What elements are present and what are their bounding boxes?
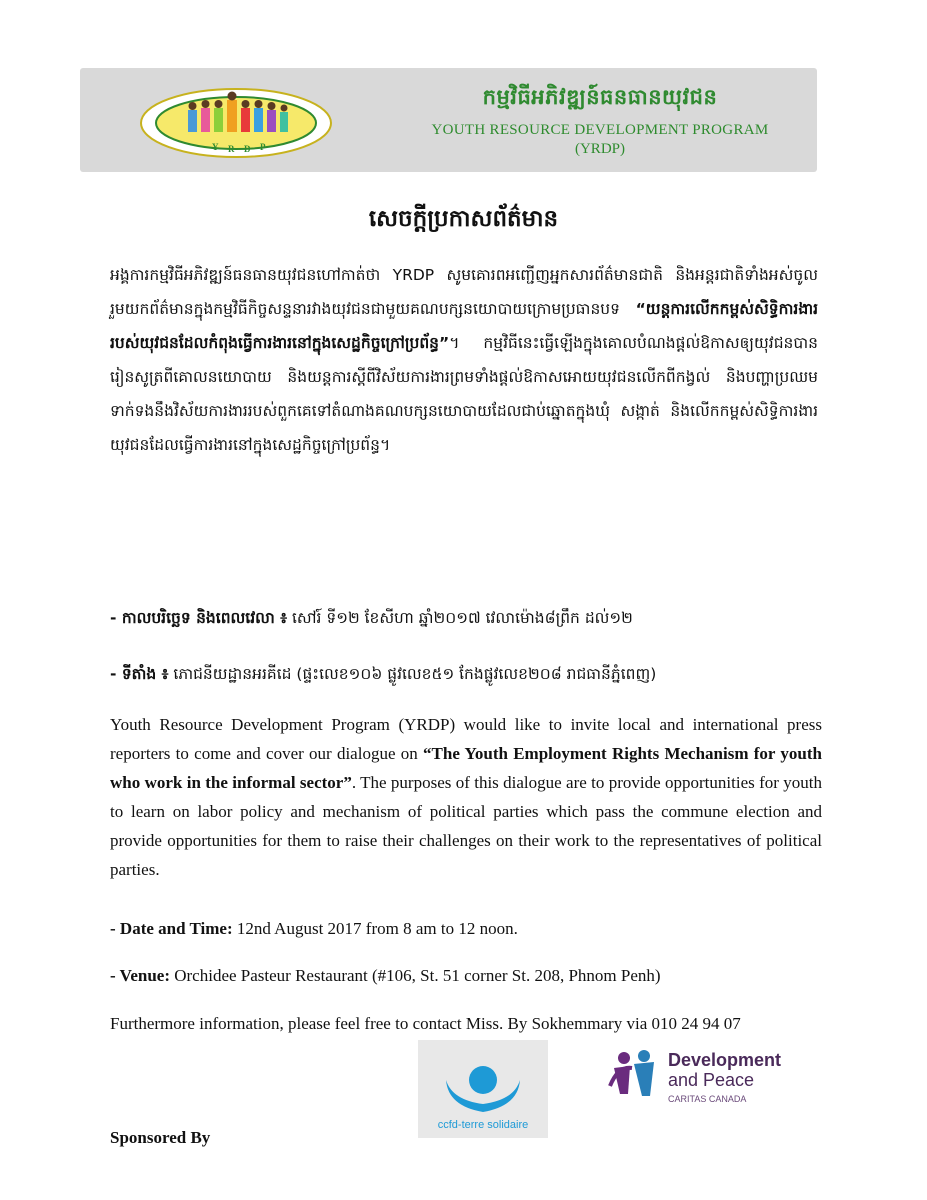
english-date-line xyxy=(110,919,822,939)
logo-letter-d: D xyxy=(244,144,251,154)
logo-letter-y: Y xyxy=(212,142,219,152)
khmer-date-line xyxy=(110,608,818,631)
sponsored-by-label: Sponsored By xyxy=(110,1128,211,1147)
english-paragraph-end: . The purposes of this dialogue are to provide opportunities for youth to learn on labor policy and mechanism of political parties which pass the commune election and provide opportunities for them to raise their challenges on their work to the representatives of political parties. xyxy=(110,773,822,879)
khmer-date-label: - កាលបរិច្ឆេទ និងពេលវេលា ៖ xyxy=(110,609,288,627)
english-date-label: - Date and Time: xyxy=(110,919,233,938)
english-date-value: 12nd August 2017 from 8 am to 12 noon. xyxy=(232,919,518,938)
khmer-paragraph xyxy=(110,258,818,462)
english-paragraph-start: Youth Resource Development Program (YRDP) would like to invite local and international press reporters to come and cover our dialogue on xyxy=(110,715,822,763)
yrdp-logo xyxy=(138,86,334,160)
khmer-paragraph-end: ។ កម្មវិធីនេះធ្វើឡើងក្នុងគោលបំណងផ្តល់ឱកាសឲ្យយុវជនបានរៀនសូត្រពីគោលនយោបាយ និងយន្តការស្តីពីវិស័យការងារព្រមទាំងផ្តល់ឱកាសអោយយុវជនលើកពីកង្វល់ និងបញ្ហាប្រឈមទាក់ទងនឹងវិស័យការងាររបស់ពួកគេទៅតំណាងគណបក្សនយោបាយដែលជាប់ឆ្នោតក្នុងឃុំ សង្កាត់ និងលើកកម្ពស់សិទ្ធិការងារយុវជនដែលធ្វើការងារនៅក្នុងសេដ្ឋកិច្ចក្រៅប្រព័ន្ធ។ xyxy=(110,334,818,454)
english-paragraph-topic: “The Youth Employment Rights Mechanism for youth who work in the informal sector” xyxy=(110,744,823,792)
org-name-english: YOUTH RESOURCE DEVELOPMENT PROGRAM xyxy=(431,122,769,138)
contact-line: Furthermore information, please feel free to contact Miss. By Sokhemmary via 010 24 94 07 xyxy=(110,1014,741,1033)
dp-text-line1: Development xyxy=(668,1050,782,1070)
khmer-venue-line xyxy=(110,664,818,687)
press-release-title: សេចក្តីប្រកាសព័ត៌មាន xyxy=(368,206,559,232)
development-and-peace-logo xyxy=(608,1046,788,1120)
khmer-paragraph-topic: “យន្តការលើកកម្ពស់សិទ្ធិការងាររបស់យុវជនដែលកំពុងធ្វើការងារនៅក្នុងសេដ្ឋកិច្ចក្រៅប្រព័ន្ធ” xyxy=(110,300,818,352)
people-arms-icon xyxy=(608,1046,788,1120)
org-name-khmer: កម្មវិធីអភិវឌ្ឍន៍ធនធានយុវជន xyxy=(482,85,718,109)
english-paragraph xyxy=(110,710,822,884)
org-abbreviation: (YRDP) xyxy=(574,141,625,157)
khmer-venue-label: - ទីតាំង ៖ xyxy=(110,665,169,683)
dp-text-line2: and Peace xyxy=(668,1070,755,1090)
logo-letter-r: R xyxy=(228,144,235,154)
khmer-venue-value: ភោជនីយដ្ឋានអរគីដេ (ផ្ទះលេខ១០៦ ផ្លូវលេខ៥១ កែងផ្លូវលេខ២០៨ រាជធានីភ្នំពេញ) xyxy=(168,665,657,683)
dp-text-line3: CARITAS CANADA xyxy=(668,1094,747,1104)
ccfd-hands-icon xyxy=(418,1040,548,1138)
english-venue-line xyxy=(110,966,822,986)
logo-letter-p: P xyxy=(260,142,266,152)
ccfd-logo xyxy=(418,1040,548,1138)
khmer-paragraph-start: អង្គការកម្មវិធីអភិវឌ្ឍន៍ធនធានយុវជនហៅកាត់ថា YRDP សូមគោរពអញ្ជើញអ្នកសារព័ត៌មានជាតិ និងអន្តរជាតិទាំងអស់ចូលរួមយកព័ត៌មានក្នុងកម្មវិធីកិច្ចសន្ទនារវាងយុវជនជាមួយគណបក្សនយោបាយក្រោមប្រធានបទ xyxy=(110,266,818,318)
english-venue-label: - Venue: xyxy=(110,966,170,985)
khmer-date-value: សៅរ៍ ទី១២ ខែសីហា ឆ្នាំ២០១៧ វេលាម៉ោង៨ព្រឹក ដល់១២ xyxy=(287,609,633,627)
ccfd-text: ccfd-terre solidaire xyxy=(437,1119,529,1131)
english-venue-value: Orchidee Pasteur Restaurant (#106, St. 51 corner St. 208, Phnom Penh) xyxy=(169,966,661,985)
